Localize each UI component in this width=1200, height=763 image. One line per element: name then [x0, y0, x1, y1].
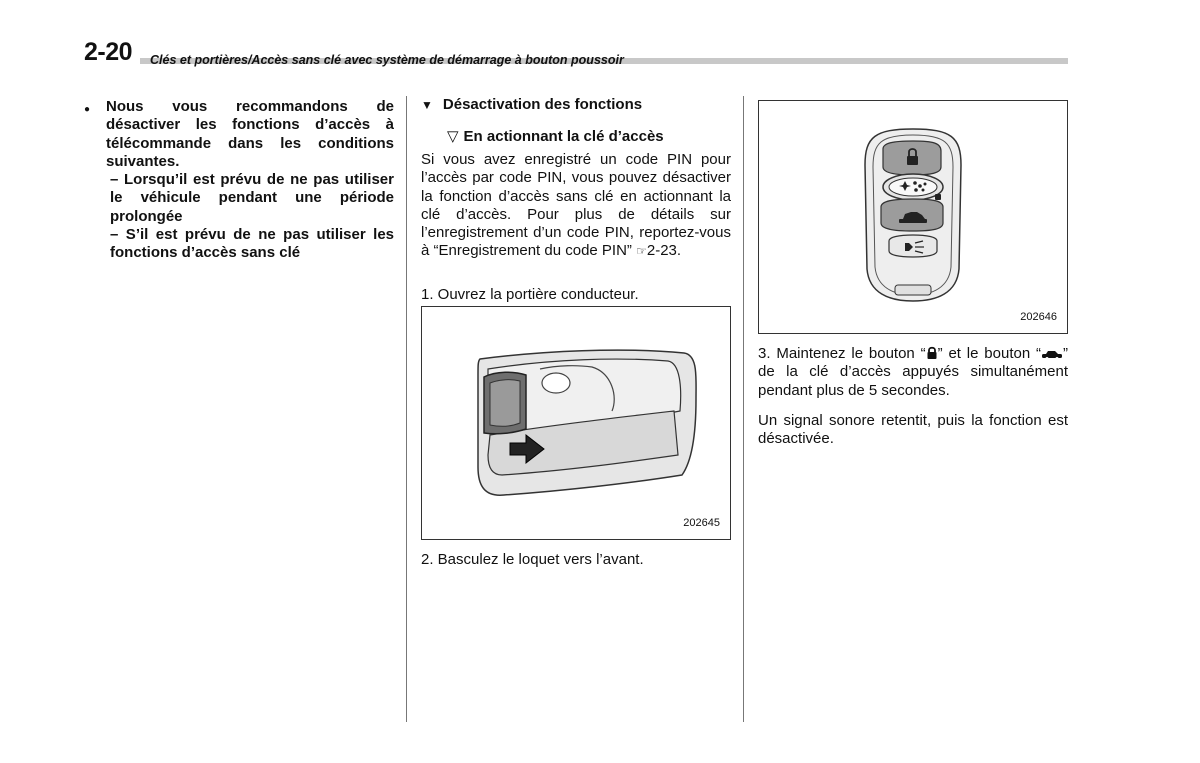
panic-button — [889, 235, 937, 257]
bullet-glyph: ● — [84, 104, 91, 115]
reference-icon: ☞ — [636, 244, 647, 259]
figure-door-handle — [421, 306, 731, 540]
key-fob-illustration — [759, 101, 1067, 333]
paragraph-pin-text: Si vous avez enregistré un code PIN pour l’accès par code PIN, vous pouvez désactiver la fonction d’accès sans clé en actionnant la clé d’accès. Pour plus de détails sur l’enregistrement d’un code PIN, reportez-vous à “Enregistrement du code PIN” — [421, 151, 731, 260]
paragraph-result: Un signal sonore retentit, puis la fonction est désactivée. — [758, 412, 1068, 448]
reference-page: 2-23. — [646, 242, 682, 260]
step-3-text-c: “ — [1036, 345, 1042, 362]
subheading-triangle-icon: ▽ — [447, 128, 459, 145]
heading-text: Désactivation des fonctions — [442, 96, 643, 113]
step-3-text-d: ” de la clé d’accès appuyés simultanément pendant plus de 5 secondes. — [758, 345, 1069, 399]
bullet-text: Nous vous recommandons de désactiver les fonctions d’accès à télécommande dans les conditions suivantes. — [106, 98, 394, 170]
column-divider-2 — [743, 96, 744, 722]
page-number: 2-20 — [84, 38, 133, 66]
figure-1-label: 202645 — [683, 517, 720, 529]
lock-icon — [926, 346, 938, 360]
step-1: 1. Ouvrez la portière conducteur. — [421, 286, 639, 303]
heading-triangle-icon: ▼ — [421, 98, 433, 112]
step-3 — [758, 345, 1068, 400]
step-3-text-b: ” et le bouton — [937, 345, 1031, 362]
dash-item-2: – S’il est prévu de ne pas utiliser les fonctions d’accès sans clé — [110, 226, 394, 262]
subheading-text: En actionnant la clé d’accès — [463, 128, 664, 145]
section-subheading — [447, 128, 737, 146]
car-icon — [1041, 349, 1063, 360]
section-heading — [421, 96, 731, 114]
step-2: 2. Basculez le loquet vers l’avant. — [421, 551, 644, 568]
step-3-text-a: 3. Maintenez le bouton “ — [758, 345, 926, 362]
dash-item-1: – Lorsqu’il est prévu de ne pas utiliser le véhicule pendant une période prolongée — [110, 171, 394, 225]
door-handle-illustration — [422, 307, 730, 539]
figure-2-label: 202646 — [1020, 311, 1057, 323]
figure-key-fob — [758, 100, 1068, 334]
bullet-item — [84, 98, 394, 263]
paragraph-pin — [421, 151, 731, 261]
column-divider-1 — [406, 96, 407, 722]
section-title: Clés et portières/Accès sans clé avec système de démarrage à bouton poussoir — [150, 53, 624, 67]
